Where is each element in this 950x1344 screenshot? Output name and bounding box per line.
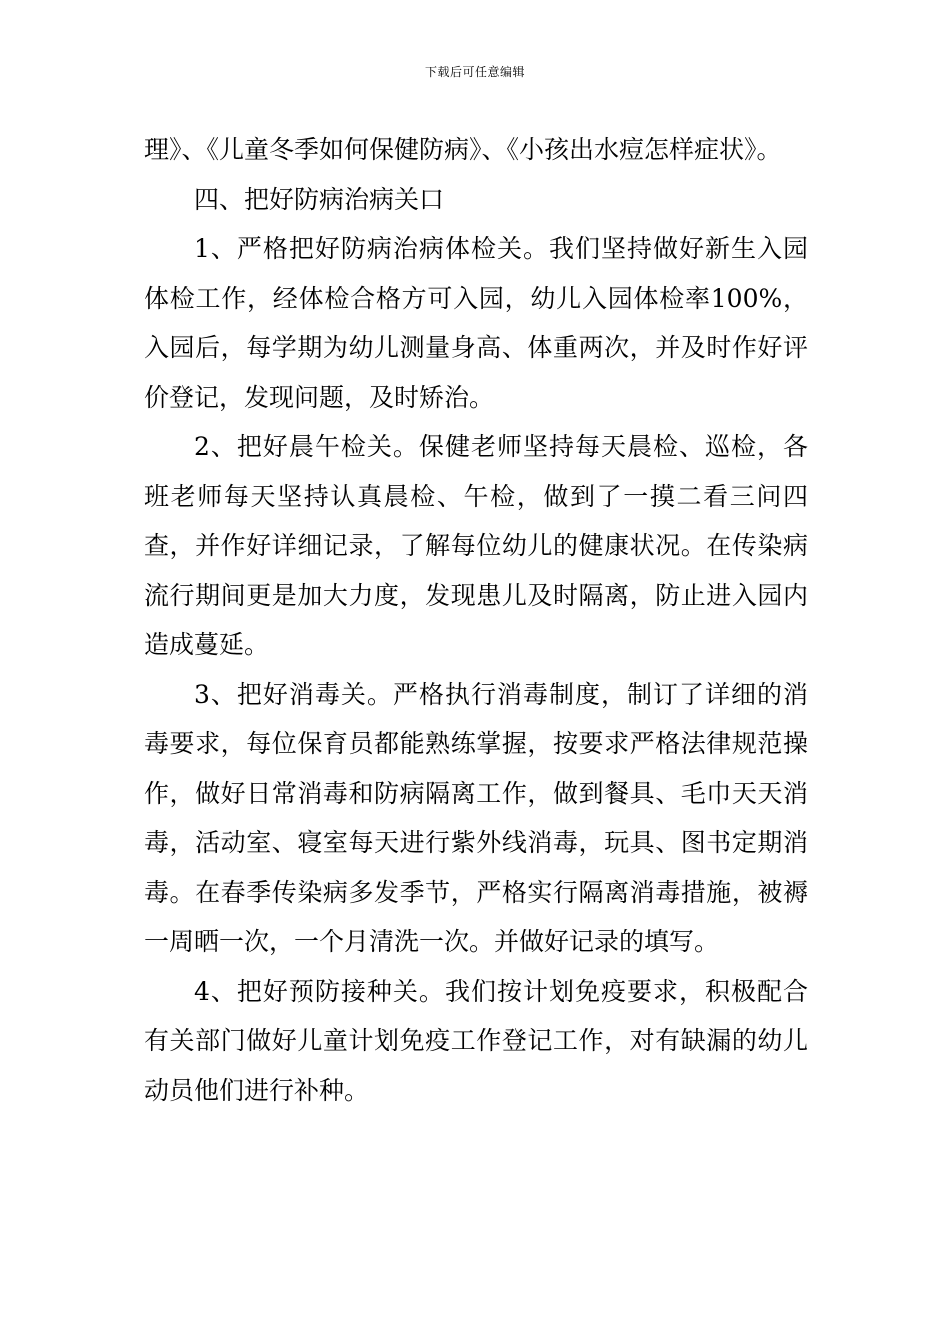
paragraph-item-3: 3、把好消毒关。严格执行消毒制度，制订了详细的消毒要求，每位保育员都能熟练掌握，按要求严格法律规范操作，做好日常消毒和防病隔离工作，做到餐具、毛巾天天消毒，活动室、寝室每天进行紫外线消毒，玩具、图书定期消毒。在春季传染病多发季节，严格实行隔离消毒措施，被褥一周晒一次，一个月清洗一次。并做好记录的填写。 — [144, 679, 808, 956]
document-body — [144, 125, 808, 1115]
paragraph-item-4: 4、把好预防接种关。我们按计划免疫要求，积极配合有关部门做好儿童计划免疫工作登记工作，对有缺漏的幼儿动员他们进行补种。 — [144, 976, 808, 1105]
section-heading: 四、把好防病治病关口 — [194, 184, 445, 214]
paragraph-continuation: 理》、《儿童冬季如何保健防病》、《小孩出水痘怎样症状》。 — [144, 135, 782, 164]
page-header: 下载后可任意编辑 — [424, 65, 525, 79]
paragraph-item-1: 1、严格把好防病治病体检关。我们坚持做好新生入园体检工作，经体检合格方可入园，幼儿入园体检率100%，入园后，每学期为幼儿测量身高、体重两次，并及时作好评价登记，发现问题，及时矫治。 — [144, 234, 808, 412]
paragraph-item-2: 2、把好晨午检关。保健老师坚持每天晨检、巡检，各班老师每天坚持认真晨检、午检，做到了一摸二看三问四查，并作好详细记录，了解每位幼儿的健康状况。在传染病流行期间更是加大力度，发现患儿及时隔离，防止进入园内造成蔓延。 — [144, 432, 808, 659]
